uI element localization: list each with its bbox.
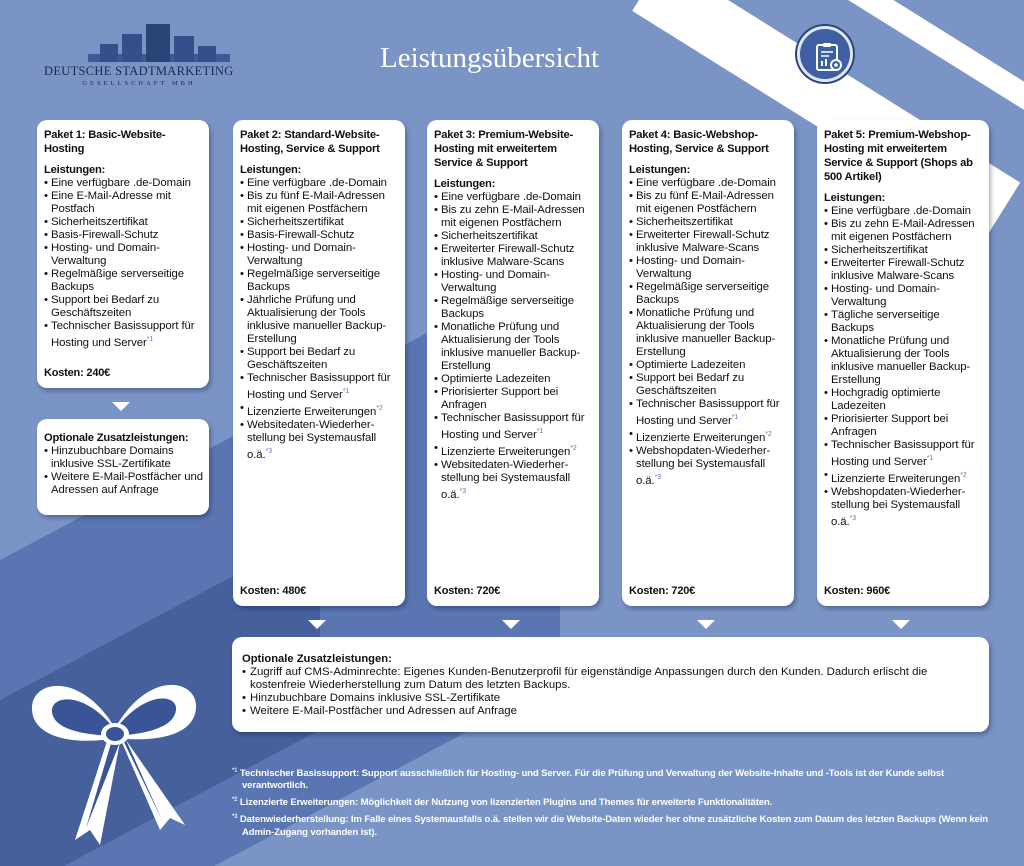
services-label: Leistungen:: [824, 192, 886, 204]
package-title: Paket 4: Basic-Webshop-Hosting, Service & Support: [629, 129, 769, 155]
service-text: Bis zu zehn E-Mail-Adressen mit eigenen Postfächern: [441, 204, 585, 229]
service-text: Webshopdaten-Wiederher-stellung bei Systemausfall o.ä.: [636, 444, 771, 487]
service-text: Support bei Bedarf zu Geschäftszeiten: [51, 294, 160, 319]
service-text: Bis zu fünf E-Mail-Adressen mit eigenen Postfächern: [247, 190, 385, 215]
service-item: [434, 442, 593, 459]
footnote: [232, 794, 992, 809]
service-text: Sicherheitszertifikat: [441, 230, 538, 242]
service-item: [434, 459, 593, 502]
service-item: [434, 230, 593, 243]
footnote-ref: *2: [765, 430, 772, 438]
service-item: [434, 243, 593, 269]
down-arrow-icon: [892, 620, 910, 629]
service-text: Optimierte Ladezeiten: [441, 373, 551, 385]
service-text: Webshopdaten-Wiederher-stellung bei Systemausfall o.ä.: [831, 485, 966, 528]
footnote: [232, 811, 992, 838]
service-text: Sicherheitszertifikat: [247, 216, 344, 228]
clipboard-report-icon: [797, 26, 853, 82]
service-text: Hosting- und Domain-Verwaltung: [636, 255, 745, 280]
services-label: Leistungen:: [240, 164, 302, 176]
optional-list: [44, 445, 203, 497]
footnote-ref: *2: [960, 471, 967, 479]
service-item: [44, 229, 203, 242]
service-text: Priorisierter Support bei Anfragen: [441, 386, 559, 411]
service-item: [629, 359, 788, 372]
service-item: [240, 419, 399, 462]
package-title: Paket 5: Premium-Webshop-Hosting mit erweitertem Service & Support (Shops ab 500 Artikel): [824, 129, 973, 183]
service-text: Bis zu zehn E-Mail-Adressen mit eigenen Postfächern: [831, 218, 975, 243]
package-title: Paket 1: Basic-Website-Hosting: [44, 129, 166, 155]
service-text: Technischer Basissupport für Hosting und Server: [51, 320, 195, 349]
service-item: [824, 244, 983, 257]
service-text: Eine verfügbare .de-Domain: [51, 177, 191, 189]
service-text: Regelmäßige serverseitige Backups: [247, 268, 380, 293]
footnote-text: Lizenzierte Erweiterungen: Möglichkeit der Nutzung von lizenzierten Plugins und Themes für erweiterte Funktionalitäten.: [239, 797, 773, 809]
service-item: [824, 309, 983, 335]
service-text: Monatliche Prüfung und Aktualisierung der Tools inklusive manueller Backup-Erstellung: [441, 321, 581, 372]
service-text: Erweiterter Firewall-Schutz inklusive Malware-Scans: [441, 243, 575, 268]
service-item: [434, 191, 593, 204]
service-item: [44, 320, 203, 350]
service-text: Hosting- und Domain-Verwaltung: [247, 242, 356, 267]
service-item: [629, 190, 788, 216]
package-cost: Kosten: 480€: [240, 585, 307, 597]
package-cost: Kosten: 240€: [44, 367, 111, 379]
package-card-4: [622, 120, 794, 606]
services-list: [44, 177, 203, 350]
service-text: Tägliche serverseitige Backups: [831, 309, 940, 334]
service-item: [824, 439, 983, 469]
footnote-text: Datenwiederherstellung: Im Falle eines Systemausfalls o.ä. stellen wir die Website-Daten wieder her ohne zusätzliche Kosten zum Datum des letzten Backups (Wenn kein Admin-Zugang vorhanden ist).: [239, 814, 988, 838]
footnote-ref: *1: [342, 388, 350, 395]
optional-item: • Weitere E-Mail-Postfächer und Adressen auf Anfrage: [242, 705, 979, 718]
optional-services-card-1: [37, 419, 209, 515]
service-item: [824, 469, 983, 486]
service-text: Regelmäßige serverseitige Backups: [636, 281, 769, 306]
service-text: Lizenzierte Erweiterungen: [831, 472, 961, 485]
service-item: [629, 398, 788, 428]
service-text: Hosting- und Domain-Verwaltung: [831, 283, 940, 308]
service-text: Sicherheitszertifikat: [831, 244, 928, 256]
footnote-ref: *1: [926, 455, 934, 462]
service-item: [629, 177, 788, 190]
service-item: [240, 268, 399, 294]
service-item: [824, 486, 983, 529]
service-text: Support bei Bedarf zu Geschäftszeiten: [636, 372, 745, 397]
service-text: Lizenzierte Erweiterungen: [636, 431, 766, 444]
service-item: [240, 242, 399, 268]
logo-subtitle: GESELLSCHAFT MBH: [82, 80, 196, 87]
services-label: Leistungen:: [44, 164, 106, 176]
service-text: Eine E-Mail-Adresse mit Postfach: [51, 190, 171, 215]
footnote-text: Technischer Basissupport: Support ausschließlich für Hosting- und Server. Für die Prüfung und Verwaltung der Website-Inhalte und -Tools ist der Kunde selbst verantwortlich.: [239, 768, 945, 792]
service-text: Monatliche Prüfung und Aktualisierung der Tools inklusive manueller Backup-Erstellung: [636, 307, 776, 358]
service-item: [629, 307, 788, 359]
services-list: [824, 205, 983, 528]
service-text: Erweiterter Firewall-Schutz inklusive Malware-Scans: [636, 229, 770, 254]
service-item: [824, 413, 983, 439]
service-item: [434, 321, 593, 373]
service-text: Lizenzierte Erweiterungen: [247, 405, 377, 418]
services-label: Leistungen:: [434, 178, 496, 190]
package-card-1: [37, 120, 209, 388]
service-text: Hosting- und Domain-Verwaltung: [441, 269, 550, 294]
footnote-ref: *2: [570, 444, 577, 452]
footnote-ref: *3: [265, 447, 273, 455]
service-item: [240, 346, 399, 372]
service-item: [240, 190, 399, 216]
package-title: Paket 3: Premium-Website-Hosting mit erweitertem Service & Support: [434, 129, 574, 169]
service-text: Eine verfügbare .de-Domain: [831, 205, 971, 217]
service-text: Basis-Firewall-Schutz: [247, 229, 355, 241]
service-text: Priorisierter Support bei Anfragen: [831, 413, 949, 438]
service-text: Monatliche Prüfung und Aktualisierung der Tools inklusive manueller Backup-Erstellung: [831, 335, 971, 386]
footnote-mark: *3: [232, 814, 238, 821]
service-item: [824, 205, 983, 218]
service-item: [434, 412, 593, 442]
service-text: Basis-Firewall-Schutz: [51, 229, 159, 241]
logo-name: DEUTSCHE STADTMARKETING: [44, 64, 234, 78]
footnote-ref: *1: [731, 414, 739, 421]
ribbon-bow-icon: [20, 650, 210, 850]
service-text: Bis zu fünf E-Mail-Adressen mit eigenen Postfächern: [636, 190, 774, 215]
footnote-ref: *3: [459, 487, 467, 495]
company-logo: [44, 22, 234, 92]
footnote-ref: *3: [849, 514, 857, 522]
service-item: [44, 242, 203, 268]
service-item: [240, 294, 399, 346]
package-cost: Kosten: 720€: [434, 585, 501, 597]
footnote-ref: *1: [146, 336, 154, 343]
package-cost: Kosten: 720€: [629, 585, 696, 597]
service-item: [434, 386, 593, 412]
service-text: Hosting- und Domain-Verwaltung: [51, 242, 160, 267]
service-item: [434, 204, 593, 230]
service-item: [629, 372, 788, 398]
service-text: Eine verfügbare .de-Domain: [247, 177, 387, 189]
optional-item: • Zugriff auf CMS-Adminrechte: Eigenes Kunden-Benutzerprofil für eigenständige Anpassungen durch den Kunden. Dadurch erlischt die kostenfreie Wiederherstellung zum Datum des letzten Backups.: [242, 666, 979, 692]
optional-services-card-2: [232, 637, 989, 732]
package-title: Paket 2: Standard-Website-Hosting, Service & Support: [240, 129, 380, 155]
service-text: Websitedaten-Wiederher-stellung bei Systemausfall o.ä.: [441, 458, 571, 501]
footnote-mark: *2: [232, 797, 238, 804]
service-item: [629, 281, 788, 307]
service-text: Technischer Basissupport für Hosting und Server: [247, 372, 391, 401]
package-card-3: [427, 120, 599, 606]
optional-label: Optionale Zusatzleistungen:: [44, 432, 189, 444]
service-item: [434, 269, 593, 295]
service-text: Optimierte Ladezeiten: [636, 359, 746, 371]
package-card-5: [817, 120, 989, 606]
services-list: [240, 177, 399, 461]
service-text: Technischer Basissupport für Hosting und Server: [831, 439, 975, 468]
footnote: [232, 765, 992, 792]
service-item: [824, 335, 983, 387]
footnote-mark: *1: [232, 768, 238, 774]
service-text: Technischer Basissupport für Hosting und Server: [441, 412, 585, 441]
service-item: [44, 190, 203, 216]
service-item: [824, 218, 983, 244]
services-list: [434, 191, 593, 501]
optional-item: • Hinzubuchbare Domains inklusive SSL-Zertifikate: [242, 692, 979, 705]
services-list: [629, 177, 788, 487]
service-item: [240, 216, 399, 229]
service-text: Regelmäßige serverseitige Backups: [51, 268, 184, 293]
optional-item: • Weitere E-Mail-Postfächer und Adressen auf Anfrage: [44, 471, 203, 497]
logo-skyline-icon: [88, 22, 228, 62]
optional-item: • Hinzubuchbare Domains inklusive SSL-Zertifikate: [44, 445, 203, 471]
service-item: [824, 387, 983, 413]
service-item: [629, 428, 788, 445]
footnotes: [232, 765, 992, 841]
service-item: [629, 445, 788, 488]
service-text: Support bei Bedarf zu Geschäftszeiten: [247, 346, 356, 371]
footnote-ref: *3: [654, 473, 662, 481]
down-arrow-icon: [308, 620, 326, 629]
service-item: [240, 372, 399, 402]
service-item: [629, 229, 788, 255]
services-label: Leistungen:: [629, 164, 691, 176]
service-text: Lizenzierte Erweiterungen: [441, 445, 571, 458]
service-text: Eine verfügbare .de-Domain: [441, 191, 581, 203]
service-item: [434, 295, 593, 321]
package-card-2: [233, 120, 405, 606]
page-title: Leistungsübersicht: [380, 42, 600, 74]
optional-label: Optionale Zusatzleistungen:: [242, 653, 392, 665]
service-item: [240, 229, 399, 242]
service-item: [44, 268, 203, 294]
optional-list: [242, 666, 979, 718]
service-text: Sicherheitszertifikat: [636, 216, 733, 228]
service-item: [629, 255, 788, 281]
service-item: [629, 216, 788, 229]
service-text: Regelmäßige serverseitige Backups: [441, 295, 574, 320]
down-arrow-icon: [502, 620, 520, 629]
footnote-ref: *2: [376, 404, 383, 412]
service-item: [44, 177, 203, 190]
down-arrow-icon: [112, 402, 130, 411]
service-item: [434, 373, 593, 386]
service-text: Eine verfügbare .de-Domain: [636, 177, 776, 189]
down-arrow-icon: [697, 620, 715, 629]
service-item: [824, 283, 983, 309]
service-text: Websitedaten-Wiederher-stellung bei Systemausfall o.ä.: [247, 418, 377, 461]
service-item: [240, 402, 399, 419]
footnote-ref: *1: [536, 428, 544, 435]
service-text: Erweiterter Firewall-Schutz inklusive Malware-Scans: [831, 257, 965, 282]
service-item: [240, 177, 399, 190]
service-text: Sicherheitszertifikat: [51, 216, 148, 228]
service-text: Jährliche Prüfung und Aktualisierung der Tools inklusive manueller Backup-Erstellung: [247, 294, 387, 345]
service-text: Hochgradig optimierte Ladezeiten: [831, 387, 941, 412]
package-cost: Kosten: 960€: [824, 585, 891, 597]
service-item: [824, 257, 983, 283]
service-item: [44, 216, 203, 229]
service-item: [44, 294, 203, 320]
service-text: Technischer Basissupport für Hosting und Server: [636, 398, 780, 427]
